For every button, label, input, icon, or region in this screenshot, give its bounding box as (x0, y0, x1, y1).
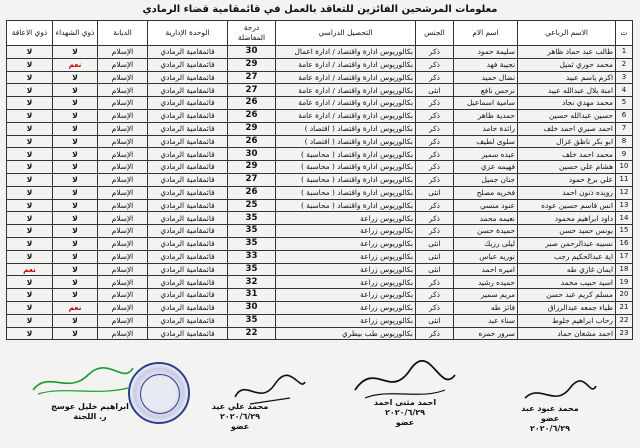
mother-name-cell: حميده رشيد (454, 276, 518, 289)
degree-cell: 35 (228, 225, 276, 238)
unit-cell: قائمقامية الرمادي (148, 250, 228, 263)
degree-cell: 30 (228, 46, 276, 59)
row-number: 6 (616, 109, 633, 122)
table-header-row (7, 21, 633, 46)
unit-cell: قائمقامية الرمادي (148, 225, 228, 238)
disability-cell: لا (7, 212, 53, 225)
full-name-cell: نسيبه عبدالرحمن صبر (518, 237, 616, 250)
disability-cell: لا (7, 186, 53, 199)
education-cell: بكالوريوس ادارة واقتصاد / ادارة اعمال (276, 46, 416, 59)
full-name-cell: ظياء جمعه عبدالرزاق (518, 301, 616, 314)
mother-name-cell: سرور حمزه (454, 327, 518, 340)
unit-cell: قائمقامية الرمادي (148, 46, 228, 59)
disability-cell: لا (7, 135, 53, 148)
gender-cell: ذكر (416, 148, 454, 161)
education-cell: بكالوريوس ادارة واقتصاد / ادارة عامة (276, 84, 416, 97)
disability-cell: لا (7, 250, 53, 263)
disability-cell: لا (7, 314, 53, 327)
signature-right-date: ٢٠٢٠/٦/٢٩ (529, 424, 571, 433)
martyrs-family-cell: لا (53, 212, 98, 225)
mother-name-cell: نجيبة فهد (454, 58, 518, 71)
full-name-cell: محمد مهدي نجاد (518, 97, 616, 110)
full-name-cell: هشام علي حسين (518, 161, 616, 174)
row-number: 9 (616, 148, 633, 161)
education-cell: بكالوريوس زراعة (276, 289, 416, 302)
table-row (7, 122, 633, 135)
row-number: 11 (616, 173, 633, 186)
religion-cell: الإسلام (98, 276, 148, 289)
mother-name-cell: نعيمه محمد (454, 212, 518, 225)
disability-cell: لا (7, 289, 53, 302)
martyrs-family-cell: لا (53, 263, 98, 276)
gender-cell: ذكر (416, 135, 454, 148)
table-row (7, 109, 633, 122)
martyrs-family-cell: لا (53, 71, 98, 84)
degree-cell: 32 (228, 276, 276, 289)
signature-left (40, 402, 140, 422)
unit-cell: قائمقامية الرمادي (148, 276, 228, 289)
martyrs-family-cell: نعم (53, 58, 98, 71)
martyrs-family-cell: لا (53, 122, 98, 135)
full-name-cell: ابو بكر ناظق غزال (518, 135, 616, 148)
education-cell: بكالوريوس زراعة (276, 314, 416, 327)
gender-cell: ذكر (416, 289, 454, 302)
degree-cell: 30 (228, 148, 276, 161)
education-cell: بكالوريوس زراعة (276, 212, 416, 225)
gender-cell: انثى (416, 263, 454, 276)
martyrs-family-cell: لا (53, 225, 98, 238)
gender-cell: ذكر (416, 173, 454, 186)
mother-name-cell: مريم سمير (454, 289, 518, 302)
martyrs-family-cell: لا (53, 135, 98, 148)
gender-cell: انثى (416, 237, 454, 250)
table-row (7, 199, 633, 212)
signature-mid-left-name: محمد علي عيد (211, 402, 269, 411)
row-number: 19 (616, 276, 633, 289)
row-number: 7 (616, 122, 633, 135)
mother-name-cell: نرجس نافع (454, 84, 518, 97)
disability-cell: لا (7, 97, 53, 110)
religion-cell: الإسلام (98, 199, 148, 212)
table-row (7, 289, 633, 302)
table-row (7, 135, 633, 148)
religion-cell: الإسلام (98, 46, 148, 59)
martyrs-family-cell: لا (53, 173, 98, 186)
table-row (7, 250, 633, 263)
religion-cell: الإسلام (98, 173, 148, 186)
degree-cell: 31 (228, 289, 276, 302)
disability-cell: لا (7, 46, 53, 59)
signature-mid (360, 398, 450, 428)
gender-cell: انثى (416, 314, 454, 327)
row-number: 12 (616, 186, 633, 199)
row-number: 17 (616, 250, 633, 263)
table-row (7, 161, 633, 174)
table-row (7, 84, 633, 97)
religion-cell: الإسلام (98, 58, 148, 71)
religion-cell: الإسلام (98, 148, 148, 161)
unit-cell: قائمقامية الرمادي (148, 212, 228, 225)
column-header: الاسم الرباعي (518, 21, 616, 46)
disability-cell: لا (7, 84, 53, 97)
signature-mid-role: عضو (395, 418, 415, 427)
signature-mid-date: ٢٠٢٠/٦/٢٩ (384, 408, 426, 417)
education-cell: بكالوريوس زراعة (276, 276, 416, 289)
official-stamp (128, 362, 190, 424)
martyrs-family-cell: لا (53, 250, 98, 263)
mother-name-cell: فخريه مصلح (454, 186, 518, 199)
full-name-cell: محمد حوري ثميل (518, 58, 616, 71)
full-name-cell: اية عبدالحكيم رجب (518, 250, 616, 263)
full-name-cell: مسلم كريم عبد حسن (518, 289, 616, 302)
signature-scribble-left (28, 360, 138, 400)
mother-name-cell: سناء عبد (454, 314, 518, 327)
disability-cell: نعم (7, 263, 53, 276)
degree-cell: 26 (228, 135, 276, 148)
degree-cell: 35 (228, 314, 276, 327)
degree-cell: 30 (228, 301, 276, 314)
martyrs-family-cell: لا (53, 199, 98, 212)
degree-cell: 27 (228, 71, 276, 84)
education-cell: بكالوريوس ادارة واقتصاد / ادارة عامة (276, 97, 416, 110)
unit-cell: قائمقامية الرمادي (148, 186, 228, 199)
disability-cell: لا (7, 71, 53, 84)
degree-cell: 27 (228, 84, 276, 97)
martyrs-family-cell: لا (53, 109, 98, 122)
degree-cell: 35 (228, 263, 276, 276)
full-name-cell: طالب عبد حماد ظاهر (518, 46, 616, 59)
column-header: الديانة (98, 21, 148, 46)
martyrs-family-cell: لا (53, 84, 98, 97)
degree-cell: 29 (228, 161, 276, 174)
mother-name-cell: نوريه عباس (454, 250, 518, 263)
full-name-cell: اكرم ياسم عبيد (518, 71, 616, 84)
row-number: 3 (616, 71, 633, 84)
mother-name-cell: سليمة حمود (454, 46, 518, 59)
column-header: الوحدة الإدارية (148, 21, 228, 46)
unit-cell: قائمقامية الرمادي (148, 97, 228, 110)
signatures-area (0, 360, 640, 448)
religion-cell: الإسلام (98, 122, 148, 135)
religion-cell: الإسلام (98, 250, 148, 263)
martyrs-family-cell: نعم (53, 301, 98, 314)
column-header: اسم الام (454, 21, 518, 46)
gender-cell: ذكر (416, 276, 454, 289)
row-number: 8 (616, 135, 633, 148)
disability-cell: لا (7, 109, 53, 122)
gender-cell: ذكر (416, 161, 454, 174)
degree-cell: 33 (228, 250, 276, 263)
mother-name-cell: سلوى لطيف (454, 135, 518, 148)
martyrs-family-cell: لا (53, 186, 98, 199)
table-row (7, 263, 633, 276)
column-header: التحصيل الدراسي (276, 21, 416, 46)
mother-name-cell: فهيمه عزي (454, 161, 518, 174)
religion-cell: الإسلام (98, 327, 148, 340)
full-name-cell: يونس حميد حسن (518, 225, 616, 238)
full-name-cell: انس قاسم حسين عوده (518, 199, 616, 212)
full-name-cell: احمد مشعان حماد (518, 327, 616, 340)
education-cell: بكالوريوس ادارة واقتصاد ( محاسبة ) (276, 148, 416, 161)
education-cell: بكالوريوس ادارة واقتصاد ( محاسبة ) (276, 199, 416, 212)
education-cell: بكالوريوس ادارة واقتصاد / ادارة عامة (276, 58, 416, 71)
degree-cell: 35 (228, 212, 276, 225)
degree-cell: 29 (228, 58, 276, 71)
signature-right (505, 404, 595, 434)
disability-cell: لا (7, 276, 53, 289)
row-number: 18 (616, 263, 633, 276)
martyrs-family-cell: لا (53, 289, 98, 302)
row-number: 23 (616, 327, 633, 340)
table-row (7, 71, 633, 84)
row-number: 13 (616, 199, 633, 212)
signature-left-name: ابراهيم خليل عوسج (51, 402, 129, 411)
unit-cell: قائمقامية الرمادي (148, 263, 228, 276)
signature-mid-name: احمد مثنى احمد (373, 398, 437, 407)
martyrs-family-cell: لا (53, 46, 98, 59)
unit-cell: قائمقامية الرمادي (148, 173, 228, 186)
mother-name-cell: ليلى رزيك (454, 237, 518, 250)
row-number: 10 (616, 161, 633, 174)
table-row (7, 301, 633, 314)
row-number: 2 (616, 58, 633, 71)
table-row (7, 225, 633, 238)
degree-cell: 27 (228, 173, 276, 186)
disability-cell: لا (7, 161, 53, 174)
religion-cell: الإسلام (98, 109, 148, 122)
mother-name-cell: نضال حميد (454, 71, 518, 84)
religion-cell: الإسلام (98, 71, 148, 84)
gender-cell: انثى (416, 186, 454, 199)
degree-cell: 26 (228, 109, 276, 122)
religion-cell: الإسلام (98, 161, 148, 174)
signature-mid-left (200, 402, 280, 432)
gender-cell: ذكر (416, 109, 454, 122)
disability-cell: لا (7, 301, 53, 314)
martyrs-family-cell: لا (53, 161, 98, 174)
full-name-cell: احمد صبري احمد خلف (518, 122, 616, 135)
education-cell: بكالوريوس زراعة (276, 301, 416, 314)
signature-mid-left-date: ٢٠٢٠/٦/٢٩ (219, 412, 261, 421)
education-cell: بكالوريوس زراعة (276, 225, 416, 238)
row-number: 15 (616, 225, 633, 238)
gender-cell: انثى (416, 250, 454, 263)
martyrs-family-cell: لا (53, 148, 98, 161)
martyrs-family-cell: لا (53, 276, 98, 289)
gender-cell: انثى (416, 84, 454, 97)
full-name-cell: رحاب ابراهيم جلوط (518, 314, 616, 327)
mother-name-cell: عبده سمير (454, 148, 518, 161)
religion-cell: الإسلام (98, 135, 148, 148)
candidates-table (6, 20, 633, 340)
signature-right-role: عضو (540, 414, 560, 423)
degree-cell: 29 (228, 122, 276, 135)
unit-cell: قائمقامية الرمادي (148, 58, 228, 71)
religion-cell: الإسلام (98, 289, 148, 302)
column-header: الجنس (416, 21, 454, 46)
table-row (7, 327, 633, 340)
education-cell: بكالوريوس ادارة واقتصاد ( اقتصاد ) (276, 122, 416, 135)
unit-cell: قائمقامية الرمادي (148, 109, 228, 122)
unit-cell: قائمقامية الرمادي (148, 327, 228, 340)
education-cell: بكالوريوس زراعة (276, 237, 416, 250)
candidates-table-wrapper (6, 20, 632, 340)
full-name-cell: ايمان غازي طه (518, 263, 616, 276)
full-name-cell: اسيد حبيب محمد (518, 276, 616, 289)
full-name-cell: رويده ذنون احمد (518, 186, 616, 199)
degree-cell: 26 (228, 186, 276, 199)
row-number: 4 (616, 84, 633, 97)
row-number: 20 (616, 289, 633, 302)
table-row (7, 212, 633, 225)
unit-cell: قائمقامية الرمادي (148, 71, 228, 84)
unit-cell: قائمقامية الرمادي (148, 122, 228, 135)
unit-cell: قائمقامية الرمادي (148, 301, 228, 314)
mother-name-cell: فائز طه (454, 301, 518, 314)
degree-cell: 25 (228, 199, 276, 212)
column-header: ذوي الاعاقة (7, 21, 53, 46)
education-cell: بكالوريوس ادارة واقتصاد ( محاسبة ) (276, 161, 416, 174)
unit-cell: قائمقامية الرمادي (148, 135, 228, 148)
mother-name-cell: جنان جميل (454, 173, 518, 186)
full-name-cell: امنة بلال عبدالله عبيد (518, 84, 616, 97)
disability-cell: لا (7, 199, 53, 212)
signature-right-name: محمد عبود عبد (521, 404, 579, 413)
disability-cell: لا (7, 225, 53, 238)
disability-cell: لا (7, 237, 53, 250)
gender-cell: ذكر (416, 71, 454, 84)
gender-cell: ذكر (416, 199, 454, 212)
column-header: ذوي الشهداء (53, 21, 98, 46)
degree-cell: 22 (228, 327, 276, 340)
table-row (7, 186, 633, 199)
religion-cell: الإسلام (98, 84, 148, 97)
education-cell: بكالوريوس طب بيطري (276, 327, 416, 340)
religion-cell: الإسلام (98, 263, 148, 276)
table-row (7, 46, 633, 59)
table-row (7, 173, 633, 186)
row-number: 1 (616, 46, 633, 59)
education-cell: بكالوريوس ادارة واقتصاد ( محاسبة ) (276, 173, 416, 186)
row-number: 21 (616, 301, 633, 314)
table-row (7, 58, 633, 71)
full-name-cell: علي برع حمود (518, 173, 616, 186)
mother-name-cell: حميدة حسن (454, 225, 518, 238)
gender-cell: ذكر (416, 212, 454, 225)
mother-name-cell: اميره احمد (454, 263, 518, 276)
education-cell: بكالوريوس ادارة واقتصاد ( محاسبة ) (276, 186, 416, 199)
education-cell: بكالوريوس ادارة واقتصاد / ادارة عامة (276, 109, 416, 122)
religion-cell: الإسلام (98, 301, 148, 314)
mother-name-cell: رائدة حامد (454, 122, 518, 135)
gender-cell: ذكر (416, 122, 454, 135)
table-row (7, 314, 633, 327)
education-cell: بكالوريوس زراعة (276, 250, 416, 263)
signature-mid-left-role: عضو (230, 422, 250, 431)
religion-cell: الإسلام (98, 186, 148, 199)
mother-name-cell: حمدية ظاهر (454, 109, 518, 122)
unit-cell: قائمقامية الرمادي (148, 199, 228, 212)
table-body (7, 46, 633, 340)
martyrs-family-cell: لا (53, 97, 98, 110)
gender-cell: ذكر (416, 58, 454, 71)
table-row (7, 276, 633, 289)
disability-cell: لا (7, 148, 53, 161)
degree-cell: 26 (228, 97, 276, 110)
religion-cell: الإسلام (98, 212, 148, 225)
disability-cell: لا (7, 327, 53, 340)
full-name-cell: حسين عبدالله حسين (518, 109, 616, 122)
disability-cell: لا (7, 58, 53, 71)
martyrs-family-cell: لا (53, 314, 98, 327)
gender-cell: ذكر (416, 225, 454, 238)
gender-cell: ذكر (416, 97, 454, 110)
gender-cell: ذكر (416, 327, 454, 340)
table-row (7, 148, 633, 161)
row-number: 5 (616, 97, 633, 110)
table-row (7, 237, 633, 250)
full-name-cell: داود ابراهيم محمود (518, 212, 616, 225)
table-row (7, 97, 633, 110)
row-number: 14 (616, 212, 633, 225)
religion-cell: الإسلام (98, 225, 148, 238)
degree-cell: 35 (228, 237, 276, 250)
education-cell: بكالوريوس زراعة (276, 263, 416, 276)
unit-cell: قائمقامية الرمادي (148, 314, 228, 327)
column-header: ت (616, 21, 633, 46)
religion-cell: الإسلام (98, 97, 148, 110)
religion-cell: الإسلام (98, 314, 148, 327)
religion-cell: الإسلام (98, 237, 148, 250)
education-cell: بكالوريوس ادارة واقتصاد / ادارة عامة (276, 71, 416, 84)
education-cell: بكالوريوس ادارة واقتصاد ( اقتصاد ) (276, 135, 416, 148)
disability-cell: لا (7, 173, 53, 186)
unit-cell: قائمقامية الرمادي (148, 237, 228, 250)
gender-cell: ذكر (416, 301, 454, 314)
unit-cell: قائمقامية الرمادي (148, 84, 228, 97)
mother-name-cell: عنود منسي (454, 199, 518, 212)
martyrs-family-cell: لا (53, 327, 98, 340)
mother-name-cell: سامية اسماعيل (454, 97, 518, 110)
full-name-cell: محمد احمد خلف (518, 148, 616, 161)
signature-left-role: ر. اللجنة (73, 412, 107, 421)
page-title: معلومات المرشحين الفائزين للتعاقد بالعمل في قائمقامية قضاء الرمادي (142, 4, 498, 15)
gender-cell: ذكر (416, 46, 454, 59)
row-number: 22 (616, 314, 633, 327)
unit-cell: قائمقامية الرمادي (148, 161, 228, 174)
column-header: درجة المفاضلة (228, 21, 276, 46)
unit-cell: قائمقامية الرمادي (148, 148, 228, 161)
martyrs-family-cell: لا (53, 237, 98, 250)
disability-cell: لا (7, 122, 53, 135)
row-number: 16 (616, 237, 633, 250)
unit-cell: قائمقامية الرمادي (148, 289, 228, 302)
